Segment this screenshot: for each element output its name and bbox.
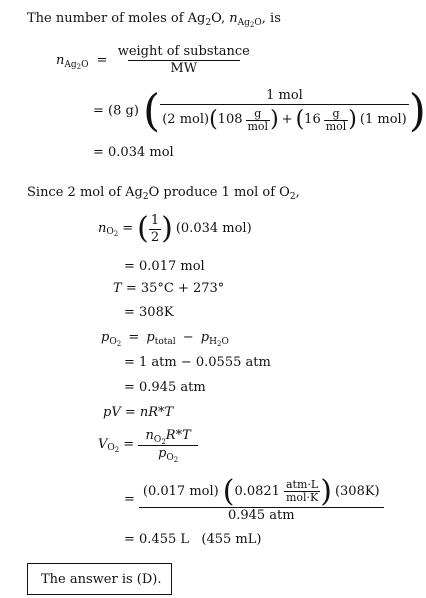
eq4-rparen: ) [161, 211, 173, 246]
eq12-num-sub-a: O [153, 434, 162, 445]
eq8-minus: − [182, 330, 194, 345]
eq1-sub-c: O [81, 60, 89, 70]
eq4-half-den: 2 [150, 229, 160, 245]
eq13-unit-den: mol·K [285, 491, 319, 504]
eq12-num-rt: R*T [165, 427, 191, 443]
eq13-fraction [141, 473, 382, 524]
eq2-d1: (2 mol) [162, 112, 210, 127]
eq8-equals: = [128, 330, 140, 345]
eq13-unit [284, 479, 320, 504]
eq4-half [149, 213, 161, 246]
equation-11 [103, 405, 173, 421]
eq2-d2-rparen: ) [270, 107, 279, 132]
equation-3: = 0.034 mol [93, 145, 174, 160]
eq2-d3-lparen: ( [295, 107, 305, 132]
eq2-prefix: = (8 g) [93, 103, 139, 119]
eq12-den-sub-b: 2 [173, 455, 179, 464]
intro-sub-1: 2 [205, 18, 212, 28]
intro-line [27, 11, 281, 28]
eq13-numerator [141, 473, 382, 509]
eq4-n: n [98, 221, 107, 236]
eq4-sub [106, 224, 118, 240]
eq12-sub-b: 2 [114, 446, 120, 454]
eq8-p2: p [146, 330, 155, 345]
eq2-d2-lparen: ( [209, 107, 218, 132]
eq13-denominator: 0.945 atm [139, 507, 384, 524]
eq2-right-paren: ) [408, 85, 426, 137]
eq2-d3-unit-num: g [332, 106, 340, 120]
eq8-sub3-b: 2 [216, 340, 222, 348]
since-b: O produce 1 mol of O [148, 185, 290, 200]
eq8-sub3-a: H [209, 337, 217, 347]
eq13-rparen: ) [320, 473, 332, 509]
eq11-rhs: = nR*T [124, 405, 174, 420]
eq12-num-sub-b: 2 [161, 437, 166, 446]
eq8-p: p [101, 330, 110, 345]
eq4-lparen: ( [137, 211, 149, 246]
eq12-equals: = [123, 437, 135, 452]
equation-8 [101, 330, 229, 347]
eq1-fraction [116, 44, 252, 77]
eq6-lhs: T [113, 281, 122, 296]
eq8-sub [109, 337, 121, 347]
eq2-d3: 16 [304, 112, 321, 127]
eq8-sub3-c: O [221, 337, 229, 347]
intro-n: n [229, 11, 238, 26]
eq2-d3-rparen: ) [348, 107, 357, 132]
eq2-d2-unit-den: mol [247, 119, 269, 133]
eq4-rest: (0.034 mol) [175, 221, 252, 236]
eq2-d2-unit [246, 108, 271, 133]
intro-n-sub-a: Ag [237, 18, 250, 28]
eq13-c: (308K) [334, 483, 380, 499]
intro-text-1: The number of moles of Ag [27, 11, 206, 26]
eq12-denominator [138, 445, 198, 463]
eq12-numerator [144, 428, 193, 445]
equation-14: = 0.455 L (455 mL) [124, 532, 262, 547]
intro-n-sub-b: 2 [249, 21, 255, 29]
intro-n-sub [238, 18, 262, 28]
eq4-sub-b: 2 [113, 230, 119, 238]
eq11-lhs: pV [103, 405, 121, 420]
eq12-num-n: n [145, 427, 154, 443]
eq1-sub-a: Ag [64, 60, 77, 70]
eq2-d3-unit [324, 108, 349, 133]
eq13-a: (0.017 mol) [142, 483, 219, 499]
equation-10: = 0.945 atm [124, 380, 206, 395]
equation-4 [98, 212, 252, 246]
equation-12 [98, 426, 198, 464]
since-b-sub: 2 [289, 192, 296, 202]
intro-text-2: O, [211, 11, 230, 26]
eq2-left-paren: ( [143, 85, 161, 137]
since-a: Since 2 mol of Ag [27, 185, 143, 200]
eq12-den-sub-a: O [166, 452, 174, 463]
eq13-b: 0.0821 [234, 483, 280, 499]
since-line [27, 185, 300, 202]
eq12-den-p: p [158, 445, 167, 461]
eq2-d2-unit-num: g [254, 106, 262, 120]
eq6-rhs: = 35°C + 273° [125, 281, 225, 296]
eq4-equals: = [122, 221, 134, 236]
eq1-n: n [56, 53, 65, 68]
eq8-sub-a: O [109, 337, 117, 347]
equation-2 [93, 85, 426, 137]
eq13-equals: = [124, 492, 135, 507]
eq2-denominator [160, 104, 409, 135]
eq4-sub-a: O [106, 227, 114, 237]
equation-9: = 1 atm − 0.0555 atm [124, 355, 271, 370]
eq8-sub2: total [154, 337, 176, 347]
eq1-numerator: weight of substance [117, 44, 250, 59]
eq4-half-num: 1 [150, 212, 160, 228]
eq2-fraction [160, 88, 409, 135]
eq2-d2: 108 [217, 112, 243, 127]
eq1-denominator: MW [128, 60, 240, 77]
eq12-fraction [138, 428, 198, 463]
equation-6 [113, 281, 224, 297]
equation-13 [124, 472, 382, 528]
eq2-numerator: 1 mol [266, 88, 303, 103]
since-c: , [295, 185, 300, 200]
eq2-plus: + [281, 112, 293, 127]
equation-1 [56, 44, 252, 77]
eq12-den-sub [166, 453, 178, 463]
equation-5: = 0.017 mol [124, 259, 205, 274]
eq1-equals: = [96, 53, 108, 68]
eq12-sub-a: O [107, 443, 115, 453]
eq8-sub3 [209, 337, 229, 347]
eq1-sub [64, 60, 88, 70]
since-a-sub: 2 [142, 192, 149, 202]
intro-text-3: , is [261, 11, 281, 26]
eq12-num-sub [154, 435, 166, 445]
eq13-lparen: ( [222, 473, 235, 509]
eq12-sub [107, 440, 119, 456]
eq8-p3: p [200, 330, 210, 345]
equation-7: = 308K [124, 305, 174, 320]
eq2-d3-unit-den: mol [325, 119, 347, 133]
eq8-sub-b: 2 [116, 340, 122, 348]
intro-n-sub-c: O [254, 18, 262, 28]
answer-text: The answer is (D). [41, 572, 162, 587]
eq12-v: V [98, 437, 108, 452]
eq13-unit-num: atm·L [285, 478, 319, 491]
eq2-d4: (1 mol) [359, 112, 407, 127]
eq1-sub-b: 2 [76, 63, 82, 71]
